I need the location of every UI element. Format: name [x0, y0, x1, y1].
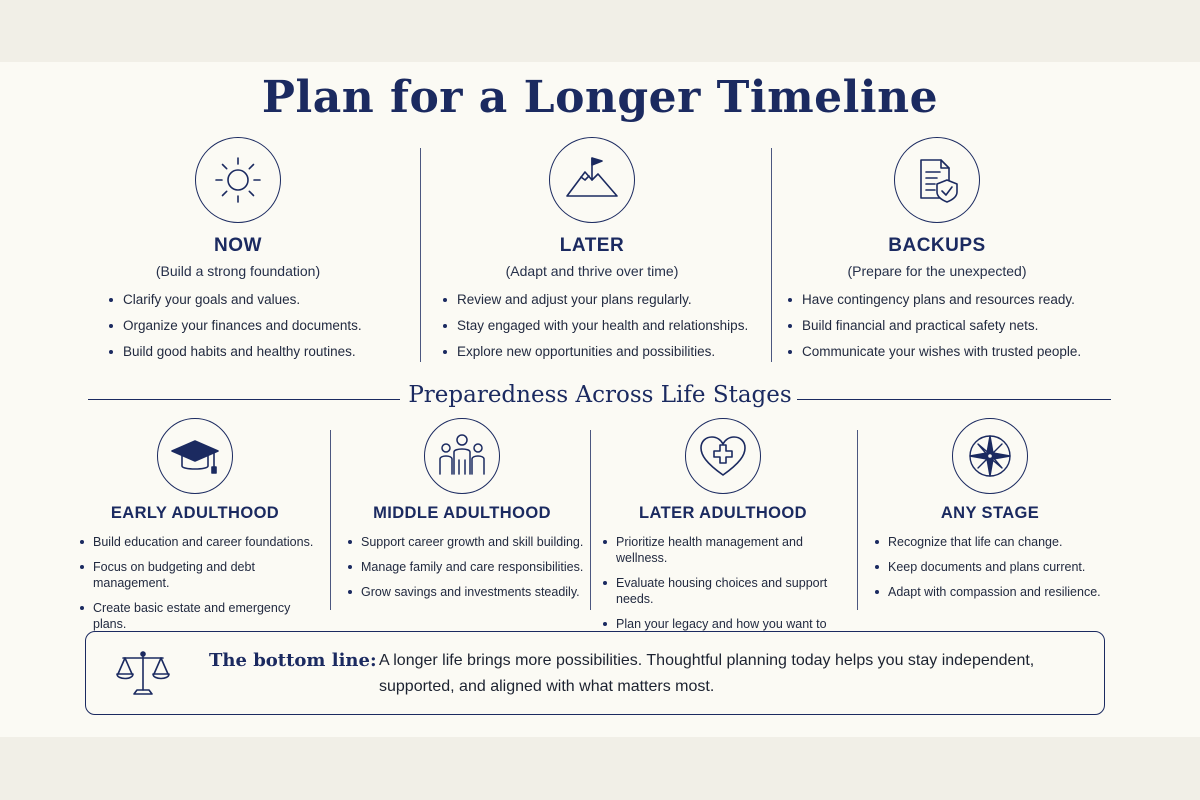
list-item: Adapt with compassion and resilience. — [870, 584, 1115, 600]
sun-icon — [195, 137, 281, 223]
compass-icon — [952, 418, 1028, 494]
stage-later-adulthood — [598, 418, 848, 657]
stage-divider — [330, 430, 331, 610]
stage-divider — [590, 430, 591, 610]
list-item: Explore new opportunities and possibilities. — [437, 339, 767, 365]
list-item: Build education and career foundations. — [75, 534, 320, 550]
stage-early-adulthood — [70, 418, 320, 641]
stage-middle-adulthood — [338, 418, 586, 609]
list-item: Grow savings and investments steadily. — [343, 584, 586, 600]
mountain-flag-icon — [549, 137, 635, 223]
section-rule-right — [797, 399, 1111, 400]
column-backups — [762, 137, 1112, 365]
column-list — [63, 287, 413, 365]
graduation-cap-icon — [157, 418, 233, 494]
stage-list — [338, 534, 586, 600]
list-item: Recognize that life can change. — [870, 534, 1115, 550]
stage-list — [70, 534, 320, 632]
bottom-line-text: A longer life brings more possibilities. Thoughtful planning today helps you stay independent, supported, and aligned with what matters most. — [379, 652, 1035, 695]
page-title: Plan for a Longer Timeline — [261, 72, 939, 123]
column-list — [762, 287, 1112, 365]
column-heading: LATER — [559, 235, 625, 256]
scales-icon — [114, 646, 172, 700]
list-item: Build financial and practical safety nets. — [782, 313, 1112, 339]
list-item: Support career growth and skill building. — [343, 534, 586, 550]
column-list — [417, 287, 767, 365]
list-item: Keep documents and plans current. — [870, 559, 1115, 575]
list-item: Review and adjust your plans regularly. — [437, 287, 767, 313]
bottom-line-box — [85, 631, 1105, 715]
list-item: Have contingency plans and resources ready. — [782, 287, 1112, 313]
column-heading: NOW — [214, 235, 262, 256]
family-icon — [424, 418, 500, 494]
list-item: Create basic estate and emergency plans. — [75, 600, 320, 632]
list-item: Prioritize health management and wellness. — [598, 534, 838, 566]
list-item: Focus on budgeting and debt management. — [75, 559, 320, 591]
list-item: Evaluate housing choices and support needs. — [598, 575, 838, 607]
stage-heading: ANY STAGE — [940, 504, 1040, 522]
list-item: Manage family and care responsibilities. — [343, 559, 586, 575]
stage-any — [865, 418, 1115, 609]
list-item: Build good habits and healthy routines. — [103, 339, 413, 365]
stage-divider — [857, 430, 858, 610]
column-subheading: (Build a strong foundation) — [155, 263, 321, 279]
list-item: Organize your finances and documents. — [103, 313, 413, 339]
bottom-line-label: The bottom line: — [209, 650, 377, 671]
stage-heading: MIDDLE ADULTHOOD — [373, 504, 551, 522]
section-title: Preparedness Across Life Stages — [408, 382, 792, 408]
stage-heading: EARLY ADULTHOOD — [110, 504, 280, 522]
list-item: Communicate your wishes with trusted people. — [782, 339, 1112, 365]
list-item: Plan your legacy and how you want to — [598, 616, 836, 648]
column-subheading: (Adapt and thrive over time) — [505, 263, 679, 279]
section-rule-left — [88, 399, 400, 400]
column-now — [63, 137, 413, 365]
stage-list — [865, 534, 1115, 600]
list-item: Clarify your goals and values. — [103, 287, 413, 313]
column-later — [417, 137, 767, 365]
list-item: Stay engaged with your health and relationships. — [437, 313, 767, 339]
stage-heading: LATER ADULTHOOD — [639, 504, 807, 522]
column-subheading: (Prepare for the unexpected) — [847, 263, 1027, 279]
column-heading: BACKUPS — [888, 235, 986, 256]
document-shield-icon — [894, 137, 980, 223]
heart-cross-icon — [685, 418, 761, 494]
